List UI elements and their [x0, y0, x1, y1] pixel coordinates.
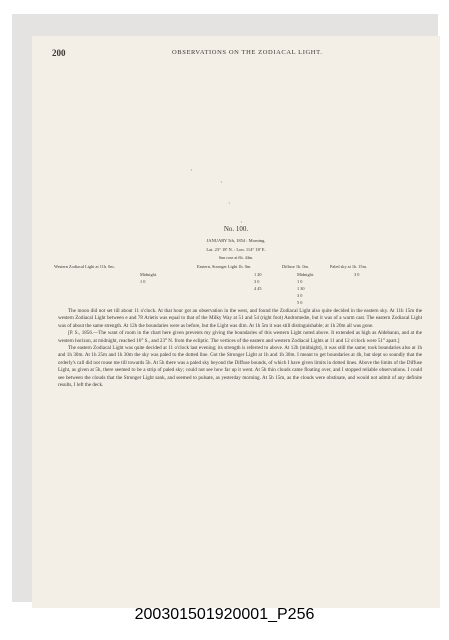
table-column	[354, 272, 359, 277]
document-page	[32, 36, 440, 608]
table-cell: Midnight.	[140, 272, 158, 277]
paragraph: [P. S., 1856.—The want of room in the chart here given prevents my giving the boundaries of this western Light noted above. It extended as high as Aldebaran, and at the western horizon, at midnight, reached 16° S., and 23° N. from the ecliptic. The vertices of the eastern and western Zodiacal Lights at 11 and 12 o'clock were 51° apart.]	[58, 330, 422, 344]
ink-speck: ·	[190, 166, 193, 175]
paragraph: The eastern Zodiacal Light was quite decided at 11 o'clock last evening; its strength is referred to above. At 12h (midnight), it was still the same; took boundaries also at 1h and 1h 30m. At 1h 25m and 1h 30m the sky was paled to the dotted line. Got the Stronger Light at 1h and 1h 30m. I meant to get boundaries at 4h, but slept so soundly that the orderly's call did not rouse me till towards 5h. At 5h there was a paled sky beyond the Diffuse bounds, of which I have given limits in dotted lines. Above the limits of the Diffuse Light, as given at 5h, there seemed to be a strip of paled sky; could not see how far up it went. At 5h thin clouds came floating over, and I stopped reliable observations. I could see between the clouds that the Stronger Light sank, and seemed to pulsate, as yesterday morning. At 5h 15m, as the clouds were obstinate, and would not admit of any definite results, I left the deck.	[58, 345, 422, 389]
body-text	[58, 308, 422, 389]
table-header: Diffuse 1h. 0m.	[282, 264, 309, 269]
table-cell: Midnight.	[297, 272, 315, 277]
table-cell: 3 0	[297, 293, 303, 298]
table-cell: 1 30	[297, 286, 305, 291]
record-number: No. 100.	[223, 225, 249, 233]
table-header: Paled sky at 1h. 15m.	[330, 264, 367, 269]
table-header: Eastern, Stronger Light 1h. 0m.	[197, 264, 252, 269]
table-cell: 5 0	[297, 300, 303, 305]
ink-speck: ·	[220, 178, 223, 187]
record-sunrise: Sun rose at 6h. 44m.	[218, 255, 254, 260]
scan-frame	[12, 14, 438, 602]
table-cell: 4 45	[254, 286, 262, 291]
record-position: Lat. 23° 18' N. : Lon. 114° 18' E.	[206, 247, 266, 252]
ink-speck: ·	[228, 199, 231, 208]
scan-id-caption: 200301501920001_P256	[134, 606, 315, 623]
running-title: OBSERVATIONS ON THE ZODIACAL LIGHT.	[172, 49, 323, 56]
ink-speck: ·	[240, 218, 243, 227]
table-cell: 1 20	[254, 272, 262, 277]
table-column	[140, 272, 157, 284]
table-cell: 3 0	[254, 279, 260, 284]
table-column	[254, 272, 262, 291]
record-date: JANUARY 5th, 1854 : Morning.	[206, 238, 266, 243]
page-number: 200	[52, 48, 66, 58]
table-cell: 1 0	[297, 279, 303, 284]
table-cell: 3 0	[354, 272, 360, 277]
table-header: Western Zodiacal Light at 11h. 0m.	[54, 264, 115, 269]
paragraph: The moon did not set till about 11 o'clock. At that hour got an observation in the west, and found the Zodiacal Light also quite decided in the eastern sky. At 11h 15m the western Zodiacal Light between e and 78 Arietis was equal to that of the Milky Way at 51 and 54 (right foot) Andromedæ, but it was of a warm cast. The eastern Zodiacal Light was of about the same strength. At 12h the boundaries were as before, but the Light was dim. At 1h 5m it was still distinguishable; at 1h 20m all was gone.	[58, 308, 422, 329]
table-cell: 1 0	[140, 279, 146, 284]
table-column	[297, 272, 314, 305]
